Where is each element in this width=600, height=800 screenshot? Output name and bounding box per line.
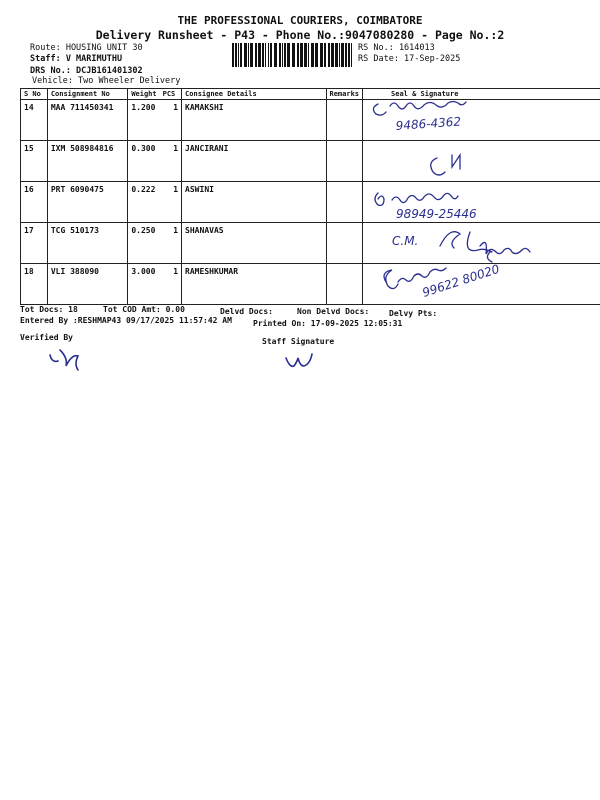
cell-consignment: TCG 510173 xyxy=(47,223,128,264)
barcode-bar xyxy=(255,43,257,67)
barcode-bar xyxy=(351,43,352,67)
barcode-bar xyxy=(308,43,309,67)
barcode-bar xyxy=(315,43,318,67)
cell-consignment: MAA 711450341 xyxy=(47,100,128,141)
non-delvd-docs: Non Delvd Docs: xyxy=(297,307,370,316)
table-row xyxy=(21,264,600,305)
cell-sno: 16 xyxy=(21,182,48,223)
cell-remarks xyxy=(326,100,363,141)
cell-sno: 17 xyxy=(21,223,48,264)
barcode-bar xyxy=(311,43,314,67)
barcode-bar xyxy=(284,43,286,67)
barcode-bar xyxy=(324,43,326,67)
barcode-bar xyxy=(244,43,247,67)
verified-by-label: Verified By xyxy=(20,333,73,342)
col-sno: S No xyxy=(21,89,48,100)
handwritten-phone: 99622 80020 xyxy=(420,261,502,300)
cell-sno: 14 xyxy=(21,100,48,141)
cell-pcs: 1 xyxy=(160,264,182,305)
cell-consignee: KAMAKSHI xyxy=(182,100,326,141)
cell-signature xyxy=(363,141,600,182)
barcode-bar xyxy=(300,43,303,67)
barcode-bar xyxy=(258,43,261,67)
staff-label: Staff: V MARIMUTHU xyxy=(30,54,123,64)
barcode-bar xyxy=(328,43,330,67)
cell-remarks xyxy=(326,182,363,223)
rs-date: RS Date: 17-Sep-2025 xyxy=(358,54,461,64)
barcode-bar xyxy=(274,43,277,67)
cell-consignment: VLI 388090 xyxy=(47,264,128,305)
barcode-bar xyxy=(268,43,269,67)
cell-remarks xyxy=(326,141,363,182)
tot-docs: Tot Docs: 18 xyxy=(20,305,78,314)
barcode-bar xyxy=(287,43,290,67)
printed-on: Printed On: 17-09-2025 12:05:31 xyxy=(253,319,403,328)
barcode-bar xyxy=(345,43,347,67)
cell-weight: 0.250 xyxy=(128,223,160,264)
col-remarks: Remarks xyxy=(326,89,363,100)
barcode-bar xyxy=(282,43,283,67)
cell-consignment: IXM 508984816 xyxy=(47,141,128,182)
vehicle-label: Vehicle: Two Wheeler Delivery xyxy=(32,76,181,86)
cell-pcs: 1 xyxy=(160,223,182,264)
barcode-bar xyxy=(341,43,344,67)
runsheet-table xyxy=(20,88,600,305)
entered-by: Entered By :RESHMAP43 09/17/2025 11:57:42 AM xyxy=(20,316,232,325)
delvd-docs: Delvd Docs: xyxy=(220,307,273,316)
company-title: THE PROFESSIONAL COURIERS, COIMBATORE xyxy=(177,14,423,27)
handwritten-phone: 98949-25446 xyxy=(396,207,477,221)
cell-signature xyxy=(363,100,600,141)
delvy-pts: Delvy Pts: xyxy=(389,309,438,318)
barcode-bar xyxy=(335,43,338,67)
cell-remarks xyxy=(326,264,363,305)
cell-sno: 15 xyxy=(21,141,48,182)
cell-signature xyxy=(363,261,600,305)
table-row xyxy=(21,223,600,264)
barcode-bar xyxy=(238,43,239,67)
staff-signature-label: Staff Signature xyxy=(262,337,335,346)
barcode-bar xyxy=(348,43,350,67)
barcode-bar xyxy=(297,43,299,67)
barcode-bar xyxy=(304,43,307,67)
col-consignee: Consignee Details xyxy=(182,89,326,100)
table-row xyxy=(21,182,600,223)
barcode-bar xyxy=(235,43,237,67)
cell-pcs: 1 xyxy=(160,182,182,223)
table-header xyxy=(21,89,600,100)
barcode-bar xyxy=(320,43,323,67)
barcode-bar xyxy=(279,43,281,67)
tot-cod-amt: Tot COD Amt: 0.00 xyxy=(103,305,185,314)
barcode-bar xyxy=(248,43,249,67)
barcode-bar xyxy=(250,43,253,67)
barcode-bar xyxy=(270,43,272,67)
barcode-bar xyxy=(232,43,234,67)
cell-consignee: ASWINI xyxy=(182,182,326,223)
table-row xyxy=(21,141,600,182)
barcode-bar xyxy=(262,43,264,67)
barcode-bar xyxy=(265,43,266,67)
cell-weight: 0.222 xyxy=(128,182,160,223)
barcode-bar xyxy=(292,43,295,67)
handwritten-phone: 9486-4362 xyxy=(395,114,462,133)
col-consignment: Consignment No xyxy=(47,89,128,100)
cell-consignment: PRT 6090475 xyxy=(47,182,128,223)
col-pcs: PCS xyxy=(160,89,182,100)
handwritten-initials: C.M. xyxy=(392,234,419,248)
col-seal-signature: Seal & Signature xyxy=(363,89,600,100)
staff-signature xyxy=(286,354,312,366)
cell-signature xyxy=(363,223,600,264)
table-row xyxy=(21,100,600,141)
cell-remarks xyxy=(326,223,363,264)
cell-sno: 18 xyxy=(21,264,48,305)
cell-consignee: SHANAVAS xyxy=(182,223,326,264)
barcode-bar xyxy=(339,43,340,67)
runsheet-subtitle: Delivery Runsheet - P43 - Phone No.:9047080280 - Page No.:2 xyxy=(95,28,505,42)
route-label: Route: HOUSING UNIT 30 xyxy=(30,43,143,53)
barcode-bar xyxy=(240,43,242,67)
barcode xyxy=(232,43,354,67)
cell-signature xyxy=(363,182,600,223)
col-weight: Weight xyxy=(128,89,160,100)
drs-number: DRS No.: DCJB161401302 xyxy=(30,66,143,76)
cell-weight: 1.200 xyxy=(128,100,160,141)
verified-signature xyxy=(50,350,78,370)
cell-weight: 0.300 xyxy=(128,141,160,182)
cell-pcs: 1 xyxy=(160,100,182,141)
cell-pcs: 1 xyxy=(160,141,182,182)
cell-weight: 3.000 xyxy=(128,264,160,305)
cell-consignee: JANCIRANI xyxy=(182,141,326,182)
cell-consignee: RAMESHKUMAR xyxy=(182,264,326,305)
rs-number: RS No.: 1614013 xyxy=(358,43,435,53)
barcode-bar xyxy=(331,43,334,67)
